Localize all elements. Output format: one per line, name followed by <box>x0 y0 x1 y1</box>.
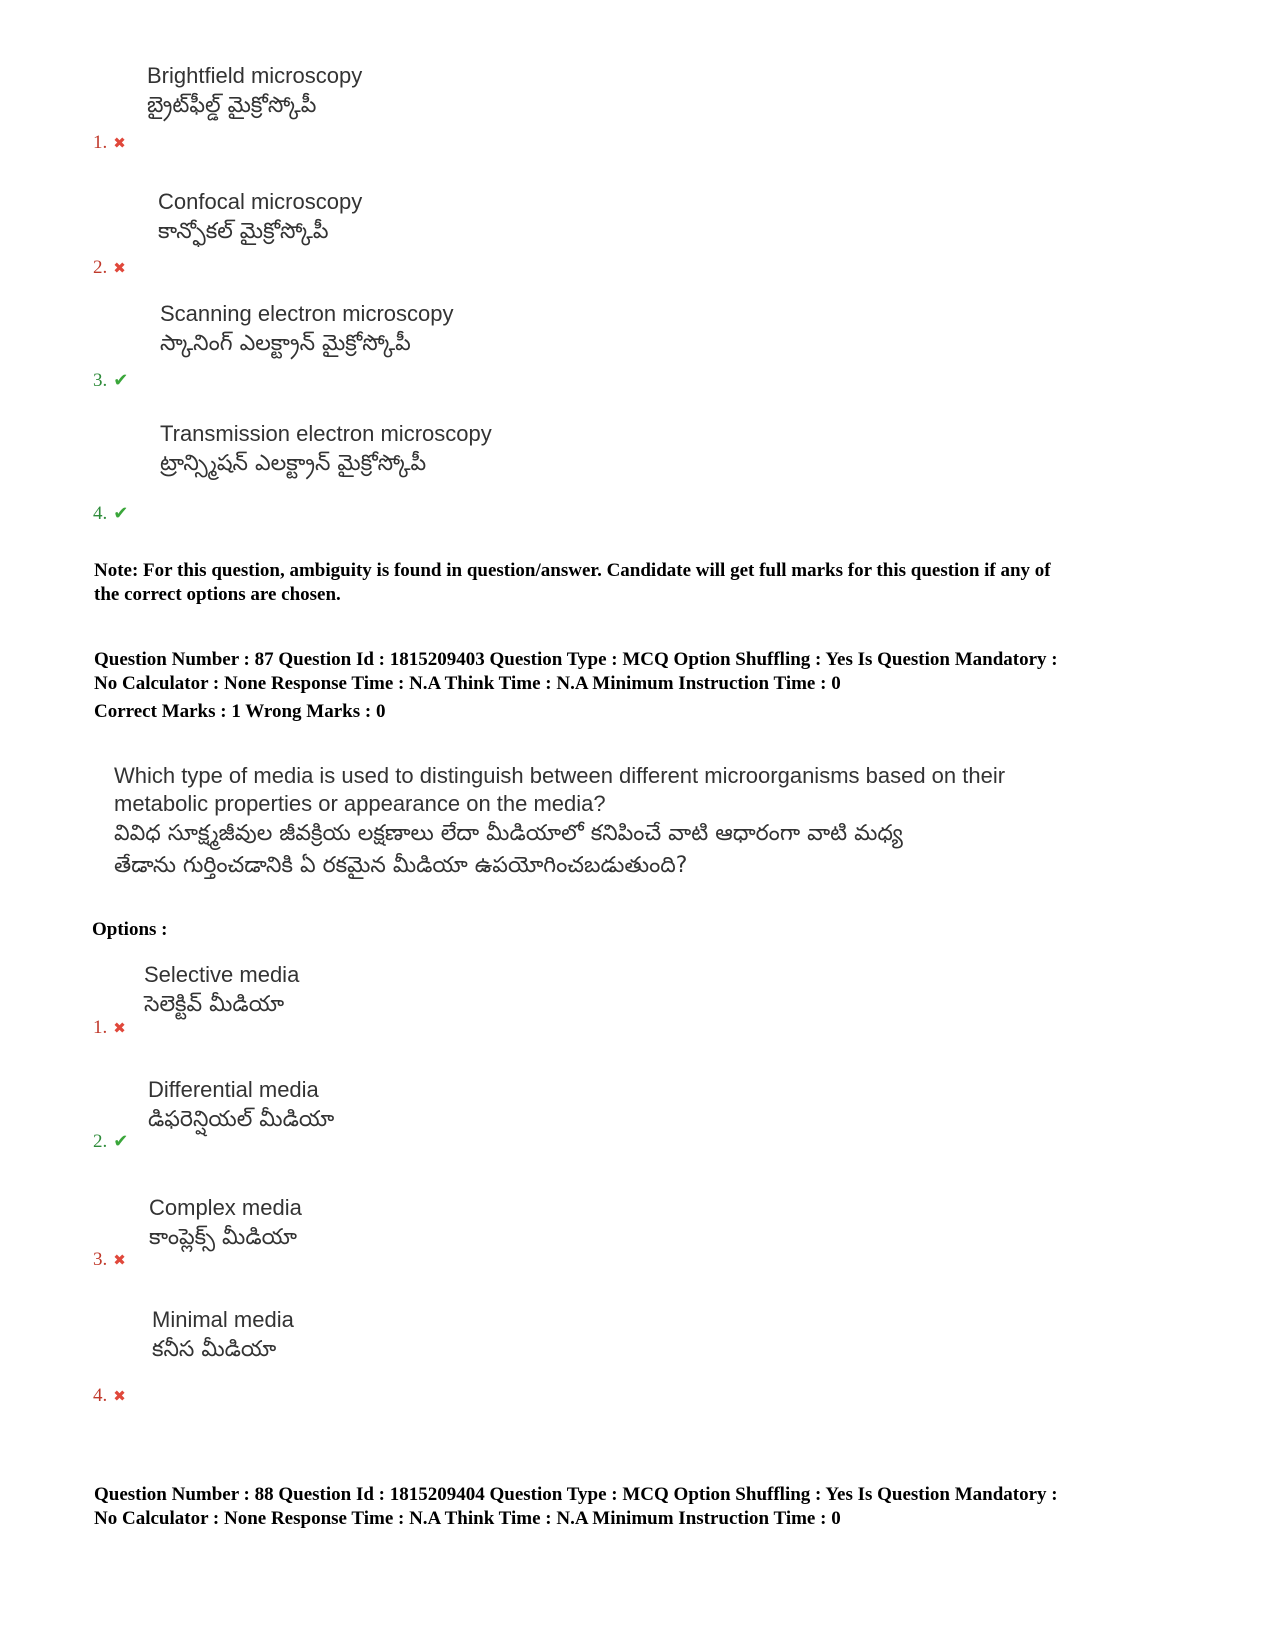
option-image <box>148 1076 334 1136</box>
option-number <box>93 1131 128 1153</box>
option-number <box>93 503 128 525</box>
option-text-en: Minimal media <box>152 1307 294 1332</box>
options-label: Options : <box>92 919 168 940</box>
option-number-label: 1. <box>93 132 108 153</box>
option-image <box>152 1306 294 1366</box>
option-number <box>93 1249 126 1271</box>
option-number <box>93 1385 126 1407</box>
option-image <box>158 188 362 248</box>
option-text-te: ట్రాన్స్మిషన్ ఎలక్ట్రాన్ మైక్రోస్కోపీ <box>160 451 427 476</box>
option-number-label: 3. <box>93 370 108 391</box>
question-meta-line: No Calculator : None Response Time : N.A Think Time : N.A Minimum Instruction Time : 0 <box>94 1508 841 1529</box>
option-number-label: 3. <box>93 1249 108 1270</box>
note-line: Note: For this question, ambiguity is found in question/answer. Candidate will get full marks for this question if any of <box>94 560 1051 581</box>
ambiguity-note <box>94 559 1194 607</box>
option-number <box>93 257 126 279</box>
option-number-label: 4. <box>93 503 108 524</box>
question-meta-line: Question Number : 87 Question Id : 1815209403 Question Type : MCQ Option Shuffling : Yes Is Question Mandatory : <box>94 649 1058 670</box>
question-text-en: Which type of media is used to distinguish between different microorganisms based on their <box>114 763 1006 788</box>
note-line: the correct options are chosen. <box>94 584 341 605</box>
option-number <box>93 1017 126 1039</box>
option-text-te: డిఫరెన్షియల్ మీడియా <box>148 1107 335 1132</box>
option-image <box>160 300 453 360</box>
option-text-en: Brightfield microscopy <box>147 63 363 88</box>
option-number <box>93 370 128 392</box>
question-meta <box>94 648 1194 724</box>
cross-icon: ✖ <box>113 1019 126 1037</box>
option-text-te: కనీస మీడియా <box>152 1337 277 1362</box>
cross-icon: ✖ <box>113 1387 126 1405</box>
option-image <box>144 961 299 1021</box>
option-text-en: Complex media <box>149 1195 302 1220</box>
option-text-te: స్కానింగ్ ఎలక్ట్రాన్ మైక్రోస్కోపీ <box>160 331 411 356</box>
option-text-en: Selective media <box>144 962 300 987</box>
question-marks: Correct Marks : 1 Wrong Marks : 0 <box>94 701 386 722</box>
option-number-label: 4. <box>93 1385 108 1406</box>
question-text-te: తేడాను గుర్తించడానికి ఏ రకమైన మీడియా ఉపయోగించబడుతుంది? <box>114 853 688 878</box>
question-meta-line: Question Number : 88 Question Id : 1815209404 Question Type : MCQ Option Shuffling : Yes Is Question Mandatory : <box>94 1484 1058 1505</box>
check-icon: ✔ <box>113 503 129 524</box>
option-text-te: సెలెక్టివ్ మీడియా <box>144 992 285 1017</box>
option-text-en: Transmission electron microscopy <box>160 421 492 446</box>
question-text-te: వివిధ సూక్ష్మజీవుల జీవక్రియ లక్షణాలు లేదా మీడియాలో కనిపించే వాటి ఆధారంగా వాటి మధ్య <box>114 821 903 846</box>
cross-icon: ✖ <box>113 1251 126 1269</box>
option-text-en: Differential media <box>148 1077 319 1102</box>
check-icon: ✔ <box>113 370 129 391</box>
question-meta-line: No Calculator : None Response Time : N.A Think Time : N.A Minimum Instruction Time : 0 <box>94 673 841 694</box>
cross-icon: ✖ <box>113 259 126 277</box>
question-text <box>114 762 1005 882</box>
option-image <box>160 420 492 480</box>
question-text-en: metabolic properties or appearance on the media? <box>114 791 606 816</box>
option-number-label: 2. <box>93 257 108 278</box>
question-meta <box>94 1483 1194 1531</box>
option-number-label: 1. <box>93 1017 108 1038</box>
option-text-en: Confocal microscopy <box>158 189 363 214</box>
option-number <box>93 132 126 154</box>
option-text-te: బ్రైట్‌ఫీల్డ్ మైక్రోస్కోపీ <box>147 93 317 118</box>
option-text-te: కాంప్లెక్స్ మీడియా <box>149 1225 297 1250</box>
option-image <box>147 62 362 122</box>
cross-icon: ✖ <box>113 134 126 152</box>
option-text-en: Scanning electron microscopy <box>160 301 454 326</box>
option-number-label: 2. <box>93 1131 108 1152</box>
option-text-te: కాన్ఫోకల్ మైక్రోస్కోపీ <box>158 219 329 244</box>
check-icon: ✔ <box>113 1131 129 1152</box>
option-image <box>149 1194 302 1254</box>
